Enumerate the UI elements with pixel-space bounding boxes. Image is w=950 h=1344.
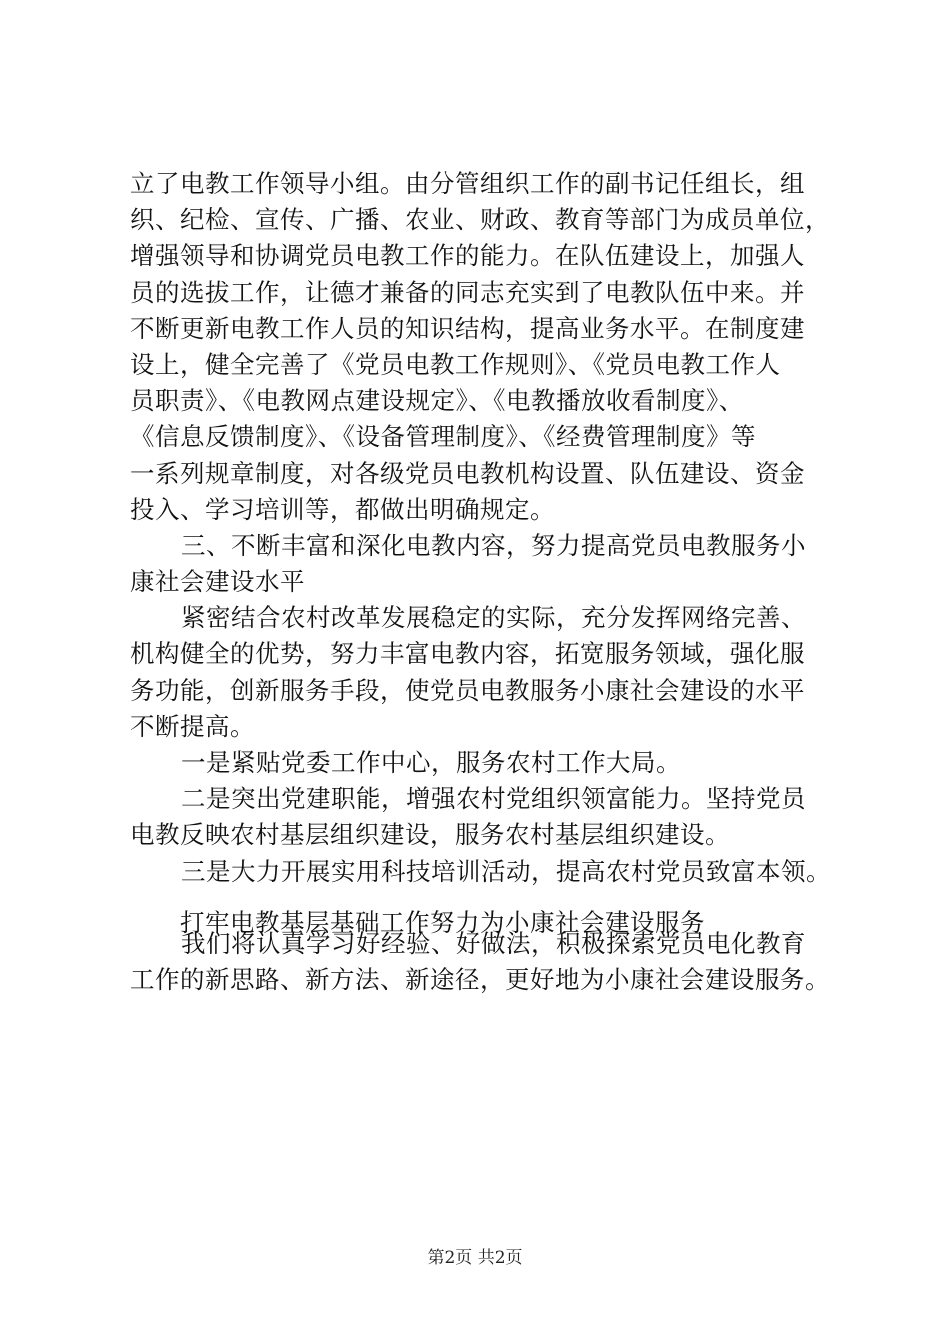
text-line: 我们将认真学习好经验、好做法，积极探索党员电化教育 xyxy=(181,928,806,958)
text-line: 机构健全的优势，努力丰富电教内容，拓宽服务领域，强化服 xyxy=(130,639,805,669)
text-line: 立了电教工作领导小组。由分管组织工作的副书记任组长，组 xyxy=(130,169,805,198)
text-line: 不断更新电教工作人员的知识结构，提高业务水平。在制度建 xyxy=(130,313,805,343)
text-line: 员的选拔工作，让德才兼备的同志充实到了电教队伍中来。并 xyxy=(130,277,805,307)
trailing-title: 打牢电教基层基础工作努力为小康社会建设服务 xyxy=(180,908,705,937)
section-heading-line: 三、不断丰富和深化电教内容，努力提高党员电教服务小 xyxy=(181,530,806,560)
text-line: 紧密结合农村改革发展稳定的实际，充分发挥网络完善、 xyxy=(181,603,806,633)
section-heading-line: 康社会建设水平 xyxy=(130,567,305,597)
text-line: 《信息反馈制度》、《设备管理制度》、《经费管理制度》等 xyxy=(130,422,756,452)
text-line: 一是紧贴党委工作中心，服务农村工作大局。 xyxy=(181,748,681,777)
page-footer: 第2页 共2页 xyxy=(427,1248,523,1268)
text-line: 增强领导和协调党员电教工作的能力。在队伍建设上，加强人 xyxy=(130,241,805,271)
text-line: 投入、学习培训等，都做出明确规定。 xyxy=(130,494,555,524)
text-line: 设上，健全完善了《党员电教工作规则》、《党员电教工作人 xyxy=(130,349,781,379)
text-line: 电教反映农村基层组织建设，服务农村基层组织建设。 xyxy=(130,820,730,850)
text-line: 员职责》、《电教网点建设规定》、《电教播放收看制度》、 xyxy=(130,386,744,416)
text-line: 务功能，创新服务手段，使党员电教服务小康社会建设的水平 xyxy=(130,675,805,705)
text-line: 三是大力开展实用科技培训活动，提高农村党员致富本领。 xyxy=(181,856,831,886)
text-line: 不断提高。 xyxy=(130,711,255,741)
text-line: 工作的新思路、新方法、新途径，更好地为小康社会建设服务。 xyxy=(130,964,830,994)
text-line: 二是突出党建职能，增强农村党组织领富能力。坚持党员 xyxy=(181,784,806,814)
text-line: 一系列规章制度，对各级党员电教机构设置、队伍建设、资金 xyxy=(130,458,805,488)
text-line: 织、纪检、宣传、广播、农业、财政、教育等部门为成员单位， xyxy=(130,205,830,235)
body-text xyxy=(130,166,850,998)
